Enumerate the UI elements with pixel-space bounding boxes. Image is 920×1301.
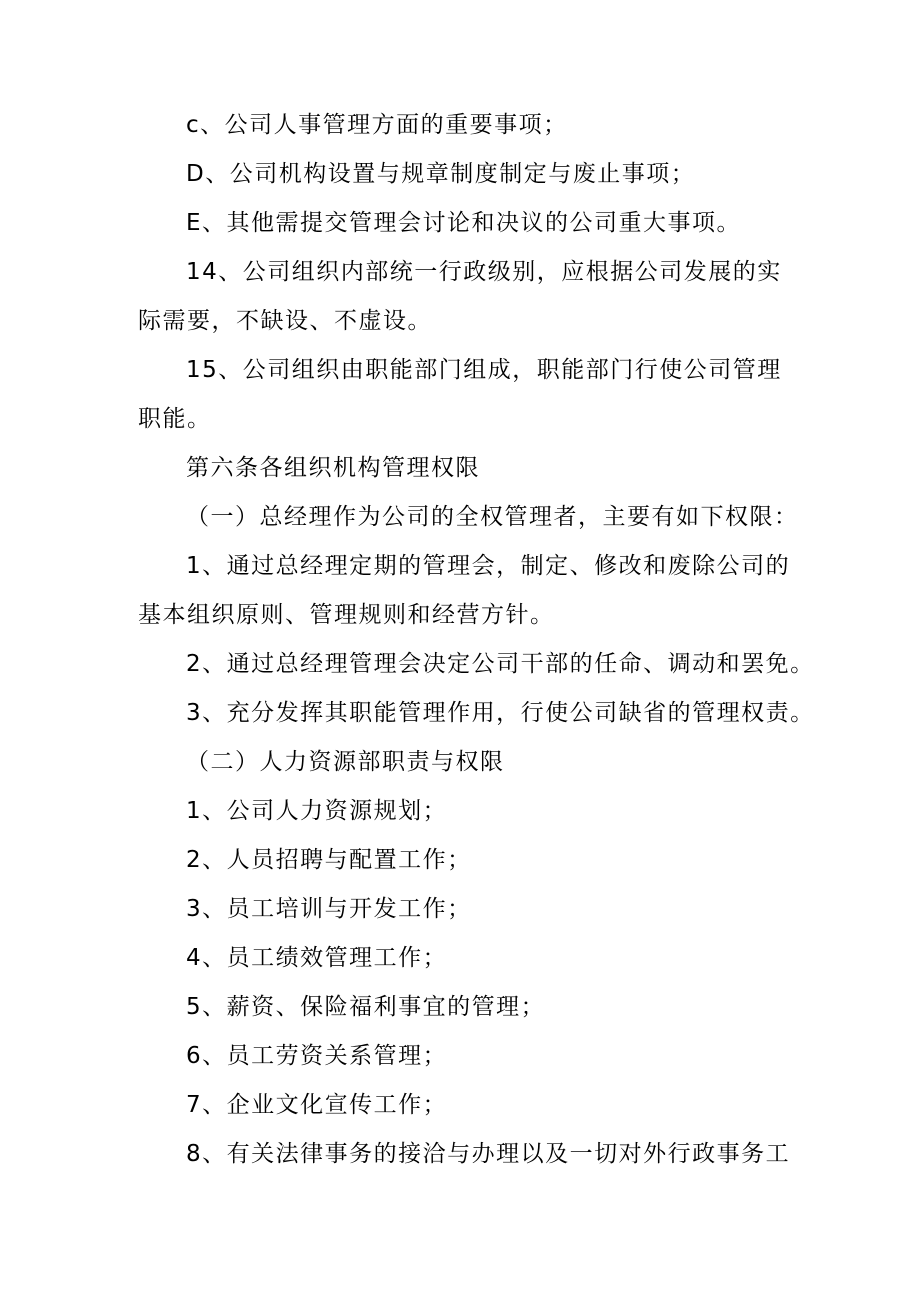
- list-item-5: 5、薪资、保险福利事宜的管理；: [186, 994, 546, 1020]
- text-line-2: D、公司机构设置与规章制度制定与废止事项；: [186, 161, 696, 187]
- section-heading: 第六条各组织机构管理权限: [186, 455, 480, 481]
- text-line-7: 职能。: [138, 406, 212, 432]
- text-line-1: c、公司人事管理方面的重要事项；: [186, 112, 568, 138]
- list-item-8: 8、有关法律事务的接洽与办理以及一切对外行政事务工: [186, 1141, 791, 1167]
- list-item-3: 3、员工培训与开发工作；: [186, 896, 472, 922]
- list-item-6: 6、员工劳资关系管理；: [186, 1043, 448, 1069]
- text-line-11: 基本组织原则、管理规则和经营方针。: [138, 602, 555, 628]
- text-line-4: 14、公司组织内部统一行政级别，应根据公司发展的实: [186, 259, 782, 285]
- subsection-heading: （二）人力资源部职责与权限: [186, 749, 505, 775]
- list-item-7: 7、企业文化宣传工作；: [186, 1092, 448, 1118]
- text-line-6: 15、公司组织由职能部门组成，职能部门行使公司管理: [186, 357, 782, 383]
- list-item-1: 1、公司人力资源规划；: [186, 798, 448, 824]
- text-line-9: （一）总经理作为公司的全权管理者，主要有如下权限：: [186, 504, 799, 530]
- text-line-3: E、其他需提交管理会讨论和决议的公司重大事项。: [186, 210, 742, 236]
- list-item-2: 2、人员招聘与配置工作；: [186, 847, 472, 873]
- text-line-5: 际需要，不缺设、不虚设。: [138, 308, 432, 334]
- list-item-4: 4、员工绩效管理工作；: [186, 945, 448, 971]
- text-line-10: 1、通过总经理定期的管理会，制定、修改和废除公司的: [186, 553, 791, 579]
- text-line-12: 2、通过总经理管理会决定公司干部的任命、调动和罢免。: [186, 651, 815, 677]
- text-line-13: 3、充分发挥其职能管理作用，行使公司缺省的管理权责。: [186, 700, 815, 726]
